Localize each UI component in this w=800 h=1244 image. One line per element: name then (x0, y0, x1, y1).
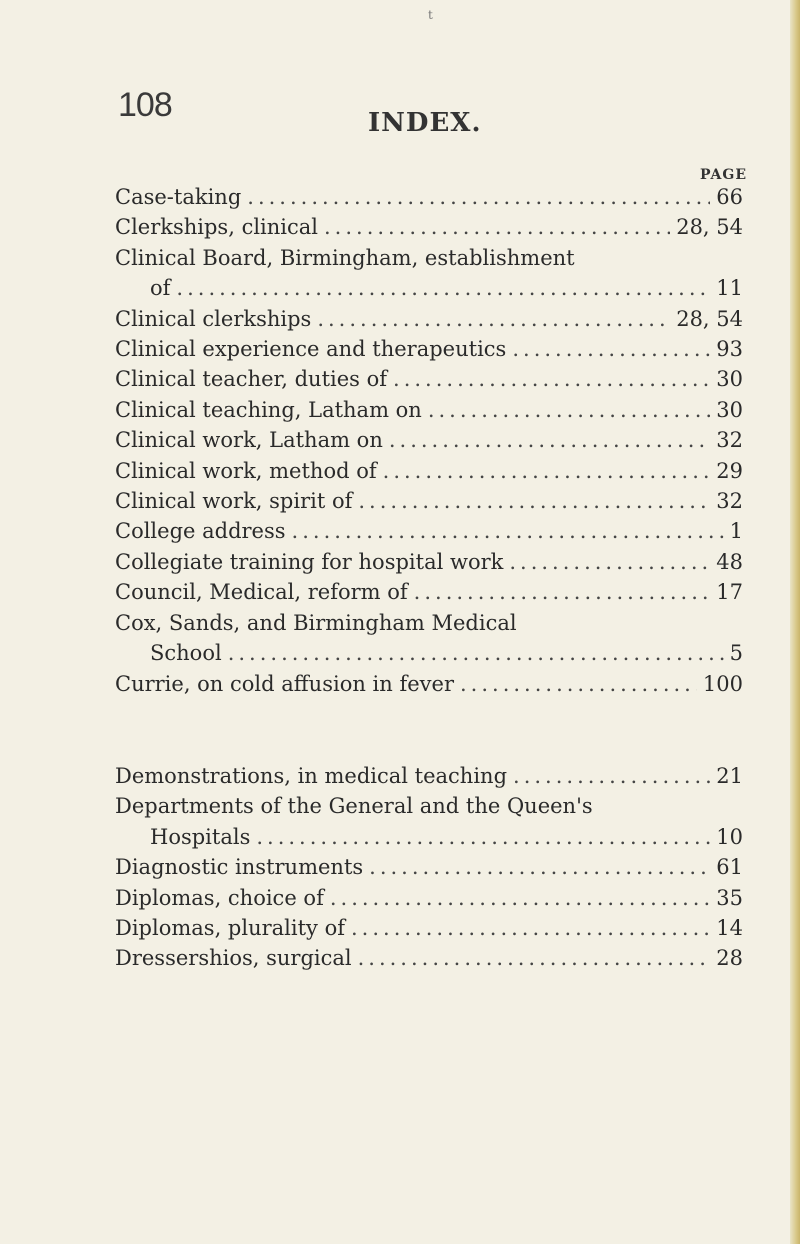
index-entry (115, 791, 743, 821)
entry-term: Currie, on cold affusion in fever (115, 671, 454, 696)
index-entry (115, 334, 743, 364)
index-entry (115, 608, 743, 638)
entry-page: 35 (716, 885, 743, 910)
page-column-header: PAGE (700, 167, 747, 183)
dot-leader (317, 304, 670, 334)
entry-term: Clinical Board, Birmingham, establishment (115, 245, 575, 270)
entry-term: Clinical experience and therapeutics (115, 337, 507, 362)
entry-page: 28, 54 (676, 215, 743, 240)
entry-page: 32 (716, 489, 743, 514)
index-entry (115, 486, 743, 516)
entry-term: Hospitals (150, 824, 251, 849)
entry-page: 10 (716, 824, 743, 849)
entry-term: Diagnostic instruments (115, 855, 364, 880)
page-number: 108 (118, 86, 172, 124)
dot-leader (389, 425, 710, 455)
dot-leader (513, 761, 710, 791)
dot-leader (393, 364, 710, 394)
index-entry (115, 182, 743, 212)
index-entry (115, 913, 743, 943)
dot-leader (509, 547, 710, 577)
dot-leader (428, 395, 710, 425)
dot-leader (256, 822, 710, 852)
section-gap (115, 699, 743, 761)
entry-page: 21 (716, 763, 743, 788)
index-entry (115, 577, 743, 607)
page-title: INDEX. (368, 108, 482, 138)
dot-leader (330, 883, 710, 913)
entry-term: Diplomas, plurality of (115, 915, 345, 940)
index-entry-continuation (115, 822, 743, 852)
entry-page: 17 (716, 580, 743, 605)
dot-leader (383, 456, 711, 486)
dot-leader (351, 913, 710, 943)
entry-page: 100 (702, 671, 743, 696)
index-entry (115, 425, 743, 455)
entry-term: College address (115, 519, 286, 544)
index-entry (115, 456, 743, 486)
entry-page: 11 (716, 276, 743, 301)
index-entry (115, 883, 743, 913)
entry-page: 30 (716, 367, 743, 392)
dot-leader (414, 577, 711, 607)
entry-page: 32 (716, 428, 743, 453)
entry-term: Cox, Sands, and Birmingham Medical (115, 610, 517, 635)
index-entry-continuation (115, 638, 743, 668)
entry-page: 28 (716, 946, 743, 971)
entry-page: 61 (716, 855, 743, 880)
entry-page: 29 (716, 458, 743, 483)
index-entries (115, 182, 743, 974)
entry-page: 30 (716, 397, 743, 422)
dot-leader (358, 486, 710, 516)
page-edge (790, 0, 800, 1244)
entry-term: Clinical teacher, duties of (115, 367, 388, 392)
entry-term: Clinical teaching, Latham on (115, 397, 422, 422)
dot-leader (358, 943, 711, 973)
entry-term: of (150, 276, 171, 301)
dot-leader (369, 852, 710, 882)
index-entry (115, 516, 743, 546)
entry-page: 28, 54 (676, 306, 743, 331)
entry-term: Dressershios, surgical (115, 946, 352, 971)
dot-leader (512, 334, 710, 364)
entry-term: Collegiate training for hospital work (115, 549, 504, 574)
dot-leader (247, 182, 710, 212)
entry-page: 48 (716, 549, 743, 574)
entry-page: 1 (729, 519, 743, 544)
index-entry (115, 304, 743, 334)
entry-term: Demonstrations, in medical teaching (115, 763, 508, 788)
index-entry (115, 364, 743, 394)
entry-page: 93 (716, 337, 743, 362)
entry-term: Council, Medical, reform of (115, 580, 408, 605)
stray-mark: t (428, 8, 433, 22)
index-entry (115, 943, 743, 973)
entry-term: Case-taking (115, 185, 242, 209)
index-entry (115, 547, 743, 577)
dot-leader (324, 212, 670, 242)
entry-term: Clinical work, Latham on (115, 428, 383, 453)
entry-term: School (150, 641, 222, 666)
entry-page: 5 (729, 641, 743, 666)
dot-leader (176, 273, 710, 303)
entry-term: Clerkships, clinical (115, 215, 318, 240)
dot-leader (460, 669, 697, 699)
entry-term: Clinical work, spirit of (115, 489, 353, 514)
dot-leader (228, 638, 724, 668)
entry-term: Clinical clerkships (115, 306, 312, 331)
entry-page: 66 (716, 185, 743, 209)
entry-term: Departments of the General and the Queen's (115, 794, 593, 819)
index-entry (115, 669, 743, 699)
entry-term: Diplomas, choice of (115, 885, 324, 910)
index-entry-continuation (115, 273, 743, 303)
index-entry (115, 761, 743, 791)
index-entry (115, 212, 743, 242)
entry-term: Clinical work, method of (115, 458, 377, 483)
index-entry (115, 395, 743, 425)
index-entry (115, 852, 743, 882)
entry-page: 14 (716, 915, 743, 940)
dot-leader (292, 516, 724, 546)
index-entry (115, 243, 743, 273)
